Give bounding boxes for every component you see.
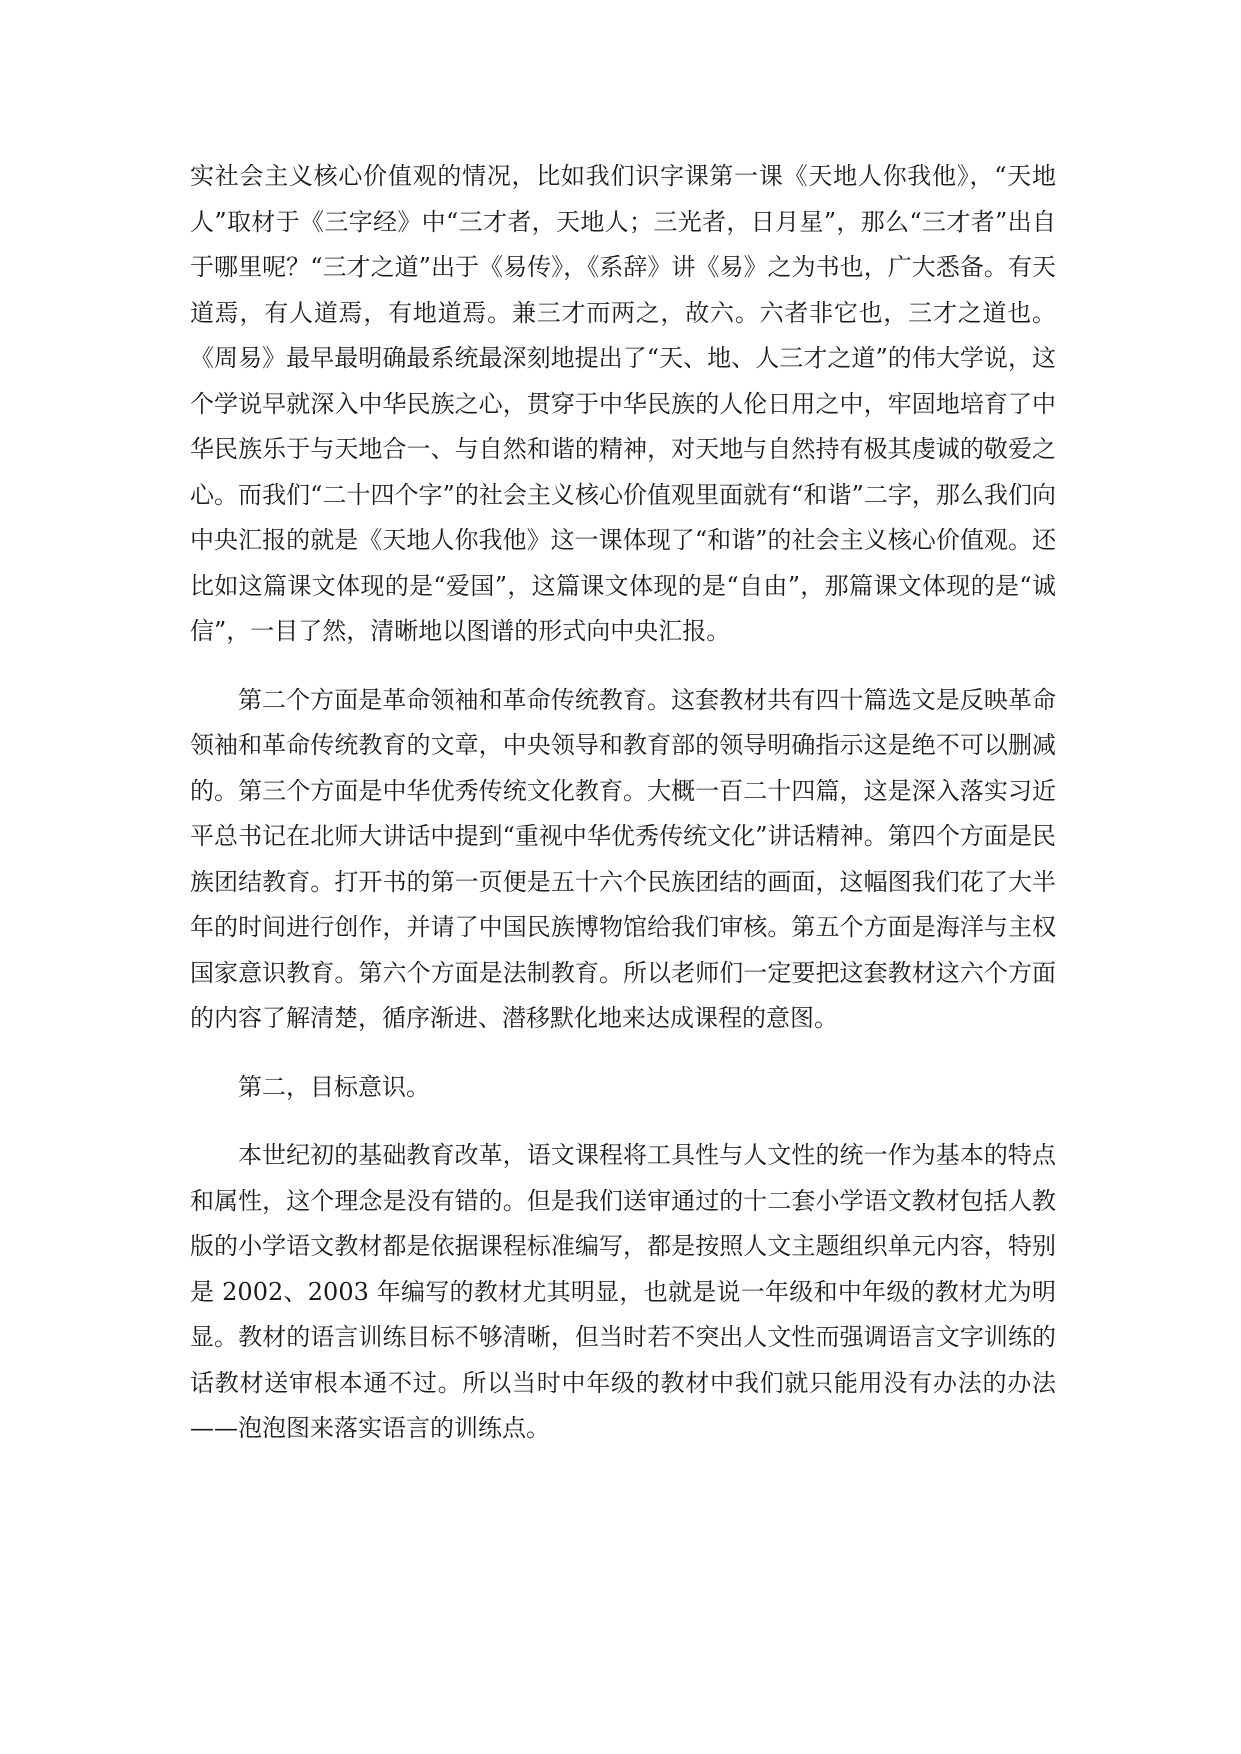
paragraph-heading-goal-awareness: 第二，目标意识。 xyxy=(238,1072,430,1101)
paragraph-core-values: 实社会主义核心价值观的情况，比如我们识字课第一课《天地人你我他》，“天地人”取材于《三字经》中“三才者，天地人；三光者，日月星”，那么“三才者”出自于哪里呢？“三才之道”出于《易传》，《系辞》讲《易》之为书也，广大悉备。有天道焉，有人道焉，有地道焉。兼三才而两之，故六。六者非它也，三才之道也。《周易》最早最明确最系统最深刻地提出了“天、地、人三才之道”的伟大学说，这个学说早就深入中华民族之心，贯穿于中华民族的人伦日用之中，牢固地培育了中华民族乐于与天地合一、与自然和谐的精神，对天地与自然持有极其虔诚的敬爱之心。而我们“二十四个字”的社会主义核心价值观里面就有“和谐”二字，那么我们向中央汇报的就是《天地人你我他》这一课体现了“和谐”的社会主义核心价值观。还比如这篇课文体现的是“爱国”，这篇课文体现的是“自由”，那篇课文体现的是“诚信”，一目了然，清晰地以图谱的形式向中央汇报。 xyxy=(190,162,1056,645)
document-page xyxy=(190,154,1056,1452)
paragraph-revolutionary-education: 第二个方面是革命领袖和革命传统教育。这套教材共有四十篇选文是反映革命领袖和革命传统教育的文章，中央领导和教育部的领导明确指示这是绝不可以删减的。第三个方面是中华优秀传统文化教育。大概一百二十四篇，这是深入落实习近平总书记在北师大讲话中提到“重视中华优秀传统文化”讲话精神。第四个方面是民族团结教育。打开书的第一页便是五十六个民族团结的画面，这幅图我们花了大半年的时间进行创作，并请了中国民族博物馆给我们审核。第五个方面是海洋与主权国家意识教育。第六个方面是法制教育。所以老师们一定要把这套教材这六个方面的内容了解清楚，循序渐进、潜移默化地来达成课程的意图。 xyxy=(190,685,1056,1032)
paragraph-curriculum-reform: 本世纪初的基础教育改革，语文课程将工具性与人文性的统一作为基本的特点和属性，这个理念是没有错的。但是我们送审通过的十二套小学语文教材包括人教版的小学语文教材都是依据课程标准编写，都是按照人文主题组织单元内容，特别是 2002、2003 年编写的教材尤其明显，也就是说一年级和中年级的教材尤为明显。教材的语言训练目标不够清晰，但当时若不突出人文性而强调语言文字训练的话教材送审根本通不过。所以当时中年级的教材中我们就只能用没有办法的办法——泡泡图来落实语言的训练点。 xyxy=(190,1141,1056,1442)
